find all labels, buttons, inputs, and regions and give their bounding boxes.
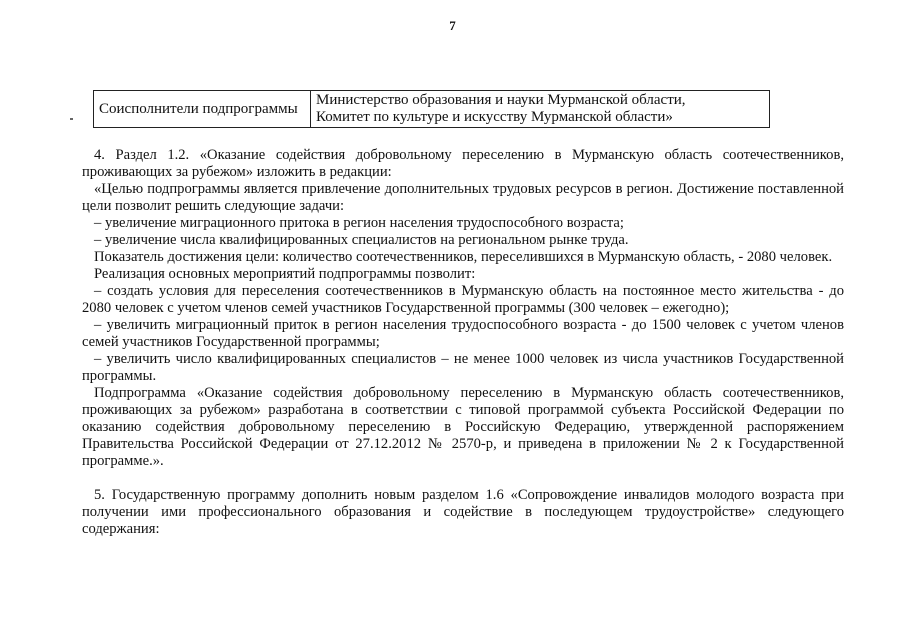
paragraph-goal: «Целью подпрограммы является привлечение дополнительных трудовых ресурсов в регион. Достижение поставленной цели позволит решить следующие задачи: [82,181,844,214]
paragraph-section-4: 4. Раздел 1.2. «Оказание содействия добровольному переселению в Мурманскую область соотечественников, проживающих за рубежом» изложить в редакции: [82,147,844,180]
list-item-result-3: – увеличить число квалифицированных специалистов – не менее 1000 человек из числа участников Государственной программы. [82,351,844,384]
paragraph-section-5: 5. Государственную программу дополнить новым разделом 1.6 «Сопровождение инвалидов молодого возраста при получении ими профессионального образования и содействие в последующем трудоустройстве» следующего содержания: [82,487,844,537]
cosponsors-table [93,90,770,128]
page-number: 7 [449,18,456,33]
cosponsors-value [311,91,770,128]
list-item-task-1: – увеличение миграционного притока в регион населения трудоспособного возраста; [94,215,624,231]
list-item-result-2: – увеличить миграционный приток в регион населения трудоспособного возраста - до 1500 человек с учетом членов семей участников Государственной программы; [82,317,844,350]
paragraph-implementation: Реализация основных мероприятий подпрограммы позволит: [94,266,476,282]
scan-mark [70,118,73,120]
cosponsors-value-line-1: Министерство образования и науки Мурманской области, [316,92,686,108]
paragraph-indicator: Показатель достижения цели: количество соотечественников, переселившихся в Мурманскую область, - 2080 человек. [94,249,833,265]
list-item-task-2: – увеличение числа квалифицированных специалистов на региональном рынке труда. [94,232,629,248]
cosponsors-value-line-2: Комитет по культуре и искусству Мурманской области» [316,109,673,125]
paragraph-subprogram: Подпрограмма «Оказание содействия добровольному переселению в Мурманскую область соотечественников, проживающих за рубежом» разработана в соответствии с типовой программой субъекта Российской Федерации по оказанию содействия добровольному переселению в Российскую Федерацию, утвержденной распоряжением Правительства Российской Федерации от 27.12.2012 № 2570-р, и приведена в приложении № 2 к Государственной программе.». [82,385,844,469]
document-body [82,147,844,538]
list-item-result-1: – создать условия для переселения соотечественников в Мурманскую область на постоянное место жительства - до 2080 человек с учетом членов семей участников Государственной программы (300 человек – ежегодно); [82,283,844,316]
table-row [94,91,770,128]
cosponsors-label: Соисполнители подпрограммы [94,91,311,128]
